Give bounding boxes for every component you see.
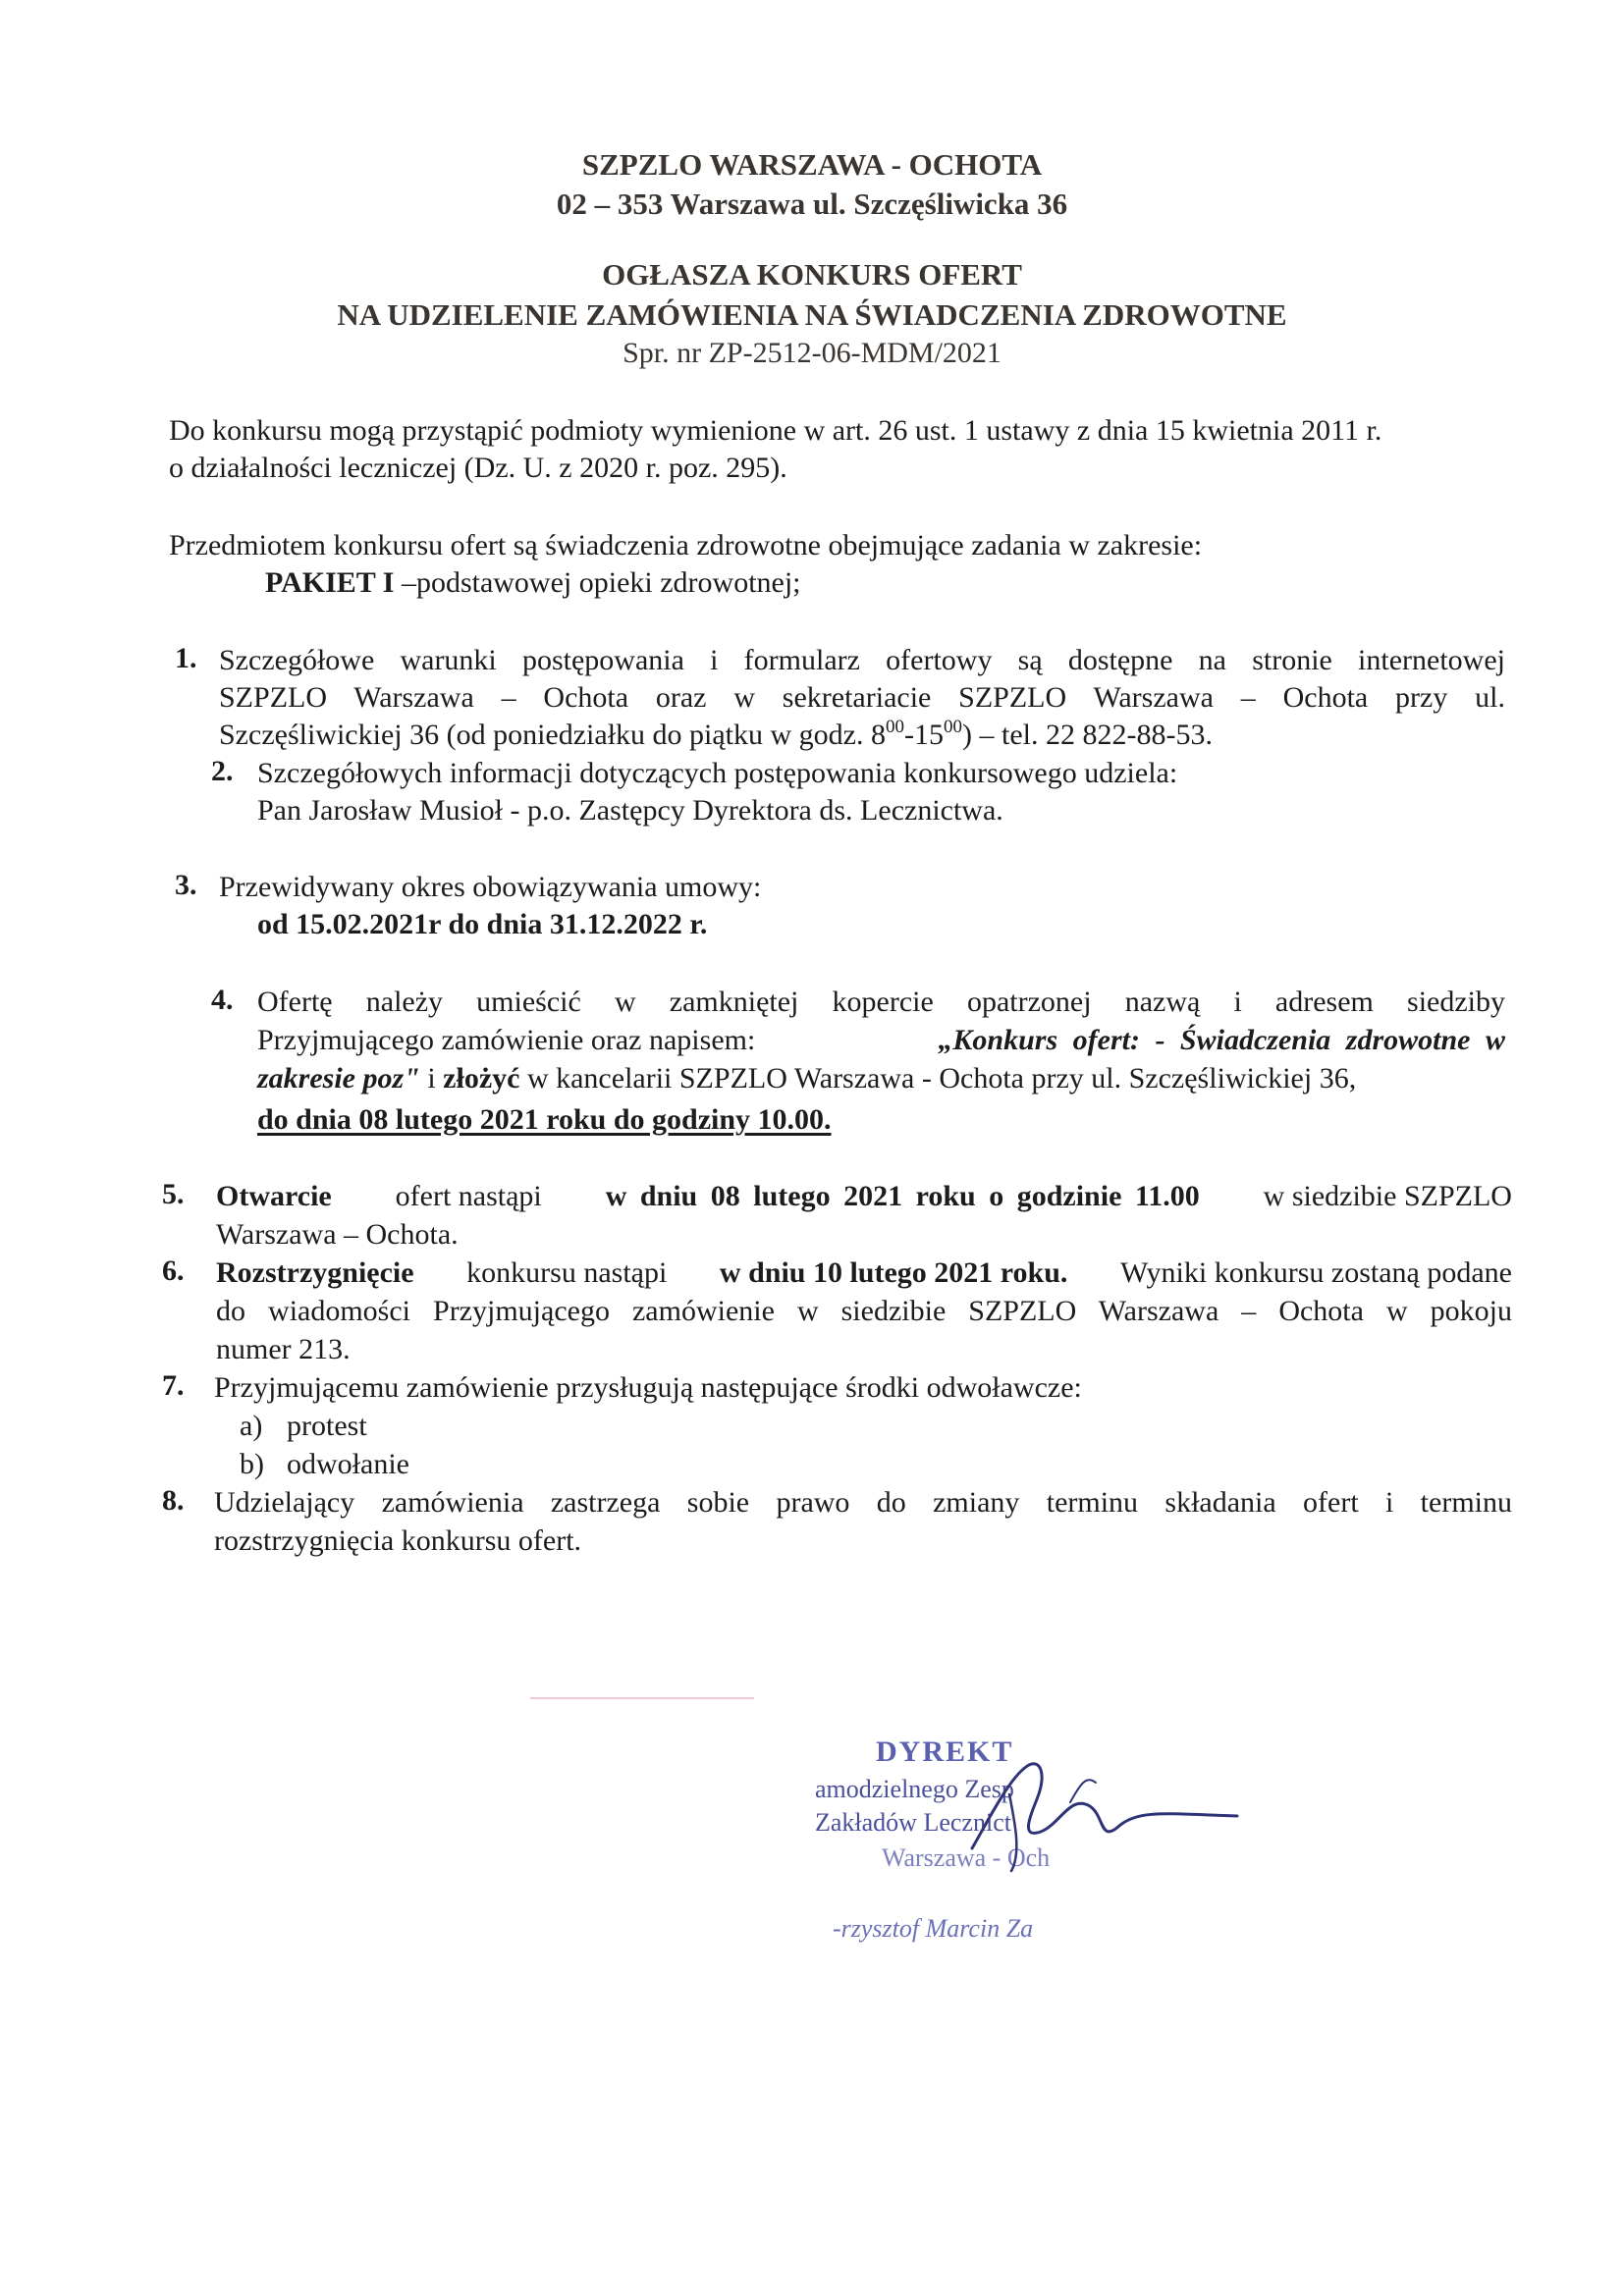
item-2-line-2: Pan Jarosław Musioł - p.o. Zastępcy Dyrektora ds. Lecznictwa. — [257, 794, 1003, 827]
subject-line: Przedmiotem konkursu ofert są świadczenia zdrowotne obejmujące zadania w zakresie: — [169, 529, 1203, 561]
intro-line-1: Do konkursu mogą przystąpić podmioty wymienione w art. 26 ust. 1 ustawy z dnia 15 kwietnia 2011 r. — [169, 414, 1382, 447]
item-4-label-end: zakresie poz — [257, 1062, 405, 1095]
stamp-line-1: amodzielnego Zesp — [815, 1775, 1014, 1803]
item-4-submit-word: złożyć — [443, 1062, 520, 1095]
item-1-hours-sup-1: 00 — [886, 717, 904, 737]
item-7-option-b: odwołanie — [287, 1448, 409, 1480]
item-7-option-a: protest — [287, 1410, 367, 1442]
item-4-number: 4. — [211, 984, 234, 1016]
item-6-text-a: konkursu nastąpi — [466, 1256, 668, 1289]
item-6-decision-date: w dniu 10 lutego 2021 roku. — [719, 1256, 1068, 1289]
item-5-text-a: ofert nastąpi — [395, 1180, 542, 1212]
item-5-text-b: w siedzibie SZPZLO — [1263, 1180, 1512, 1212]
item-4-line-3 — [257, 1060, 1356, 1097]
item-4-submit-place: w kancelarii SZPZLO Warszawa - Ochota przy ul. Szczęśliwickiej 36, — [519, 1062, 1357, 1095]
item-7-option-a-marker: a) — [240, 1410, 263, 1442]
package-description: –podstawowej opieki zdrowotnej; — [394, 566, 801, 599]
item-3-number: 3. — [175, 869, 197, 901]
item-5-number: 5. — [162, 1178, 185, 1210]
package-line — [265, 564, 801, 602]
stamp-line-3: Warszawa - Och — [882, 1843, 1051, 1872]
item-2-number: 2. — [211, 755, 234, 787]
item-7-number: 7. — [162, 1369, 185, 1402]
item-6-line-3: numer 213. — [216, 1333, 351, 1365]
item-1-hours-sup-2: 00 — [944, 717, 962, 737]
item-6-number: 6. — [162, 1255, 185, 1287]
item-8-line-1: Udzielający zamówienia zastrzega sobie prawo do zmiany terminu składania ofert i terminu — [214, 1486, 1512, 1519]
item-5-opening-word: Otwarcie — [216, 1180, 332, 1212]
item-1-hours-text: Szczęśliwickiej 36 (od poniedziałku do piątku w godz. 8 — [219, 719, 886, 751]
item-4-and: i — [419, 1062, 444, 1095]
director-stamp — [805, 1735, 1237, 1991]
item-6-line-2: do wiadomości Przyjmującego zamówienie w siedzibie SZPZLO Warszawa – Ochota w pokoju — [216, 1295, 1512, 1327]
stamp-title: DYREKT — [876, 1735, 1014, 1768]
signature-divider — [530, 1697, 754, 1699]
item-8-line-2: rozstrzygnięcia konkursu ofert. — [214, 1524, 582, 1557]
item-5-line-1 — [216, 1178, 1512, 1215]
item-1-number: 1. — [175, 642, 197, 674]
item-1-line-2: SZPZLO Warszawa – Ochota oraz w sekretariacie SZPZLO Warszawa – Ochota przy ul. — [219, 681, 1505, 714]
item-1-line-1: Szczegółowe warunki postępowania i formularz ofertowy są dostępne na stronie internetowej — [219, 644, 1505, 676]
stamp-line-2: Zakładów Lecznict — [815, 1808, 1011, 1837]
org-name: SZPZLO WARSZAWA - OCHOTA — [581, 147, 1043, 182]
item-6-decision-word: Rozstrzygnięcie — [216, 1256, 414, 1289]
item-4-deadline: do dnia 08 lutego 2021 roku do godziny 10.00. — [257, 1103, 832, 1136]
item-1-phone: ) – tel. 22 822-88-53. — [962, 719, 1213, 751]
item-7-line-1: Przyjmującemu zamówienie przysługują następujące środki odwoławcze: — [214, 1371, 1082, 1404]
item-4-line-2-text: Przyjmującego zamówienie oraz napisem: — [257, 1024, 756, 1056]
item-5-opening-date: w dniu 08 lutego 2021 roku o godzinie 11.00 — [605, 1180, 1200, 1212]
item-3-line-1: Przewidywany okres obowiązywania umowy: — [219, 871, 762, 903]
item-8-number: 8. — [162, 1484, 185, 1517]
announcement-title: OGŁASZA KONKURS OFERT — [602, 257, 1022, 292]
package-name: PAKIET I — [265, 566, 395, 599]
org-address: 02 – 353 Warszawa ul. Szczęśliwicka 36 — [556, 187, 1068, 221]
item-4-label-text: „Konkurs ofert: - Świadczenia zdrowotne w — [938, 1024, 1505, 1056]
signature-mark — [952, 1755, 1247, 1883]
item-3-contract-period: od 15.02.2021r do dnia 31.12.2022 r. — [257, 908, 708, 940]
item-4-line-1: Ofertę należy umieścić w zamkniętej kopercie opatrzonej nazwą i adresem siedziby — [257, 986, 1505, 1018]
item-4-line-2 — [257, 1022, 1505, 1059]
item-1-hours-mid: -15 — [904, 719, 944, 751]
item-6-text-b: Wyniki konkursu zostaną podane — [1120, 1256, 1512, 1289]
item-1-line-3 — [219, 717, 1213, 754]
item-7-option-b-marker: b) — [240, 1448, 264, 1480]
announcement-subtitle: NA UDZIELENIE ZAMÓWIENIA NA ŚWIADCZENIA ZDROWOTNE — [337, 297, 1287, 332]
item-5-line-2: Warszawa – Ochota. — [216, 1218, 459, 1251]
intro-line-2: o działalności leczniczej (Dz. U. z 2020 r. poz. 295). — [169, 452, 787, 484]
item-2-line-1: Szczegółowych informacji dotyczących postępowania konkursowego udziela: — [257, 757, 1178, 789]
case-number: Spr. nr ZP-2512-06-MDM/2021 — [623, 337, 1001, 369]
item-6-line-1 — [216, 1255, 1512, 1292]
stamp-director-name: -rzysztof Marcin Za — [833, 1914, 1034, 1943]
item-4-quote: " — [404, 1062, 420, 1095]
